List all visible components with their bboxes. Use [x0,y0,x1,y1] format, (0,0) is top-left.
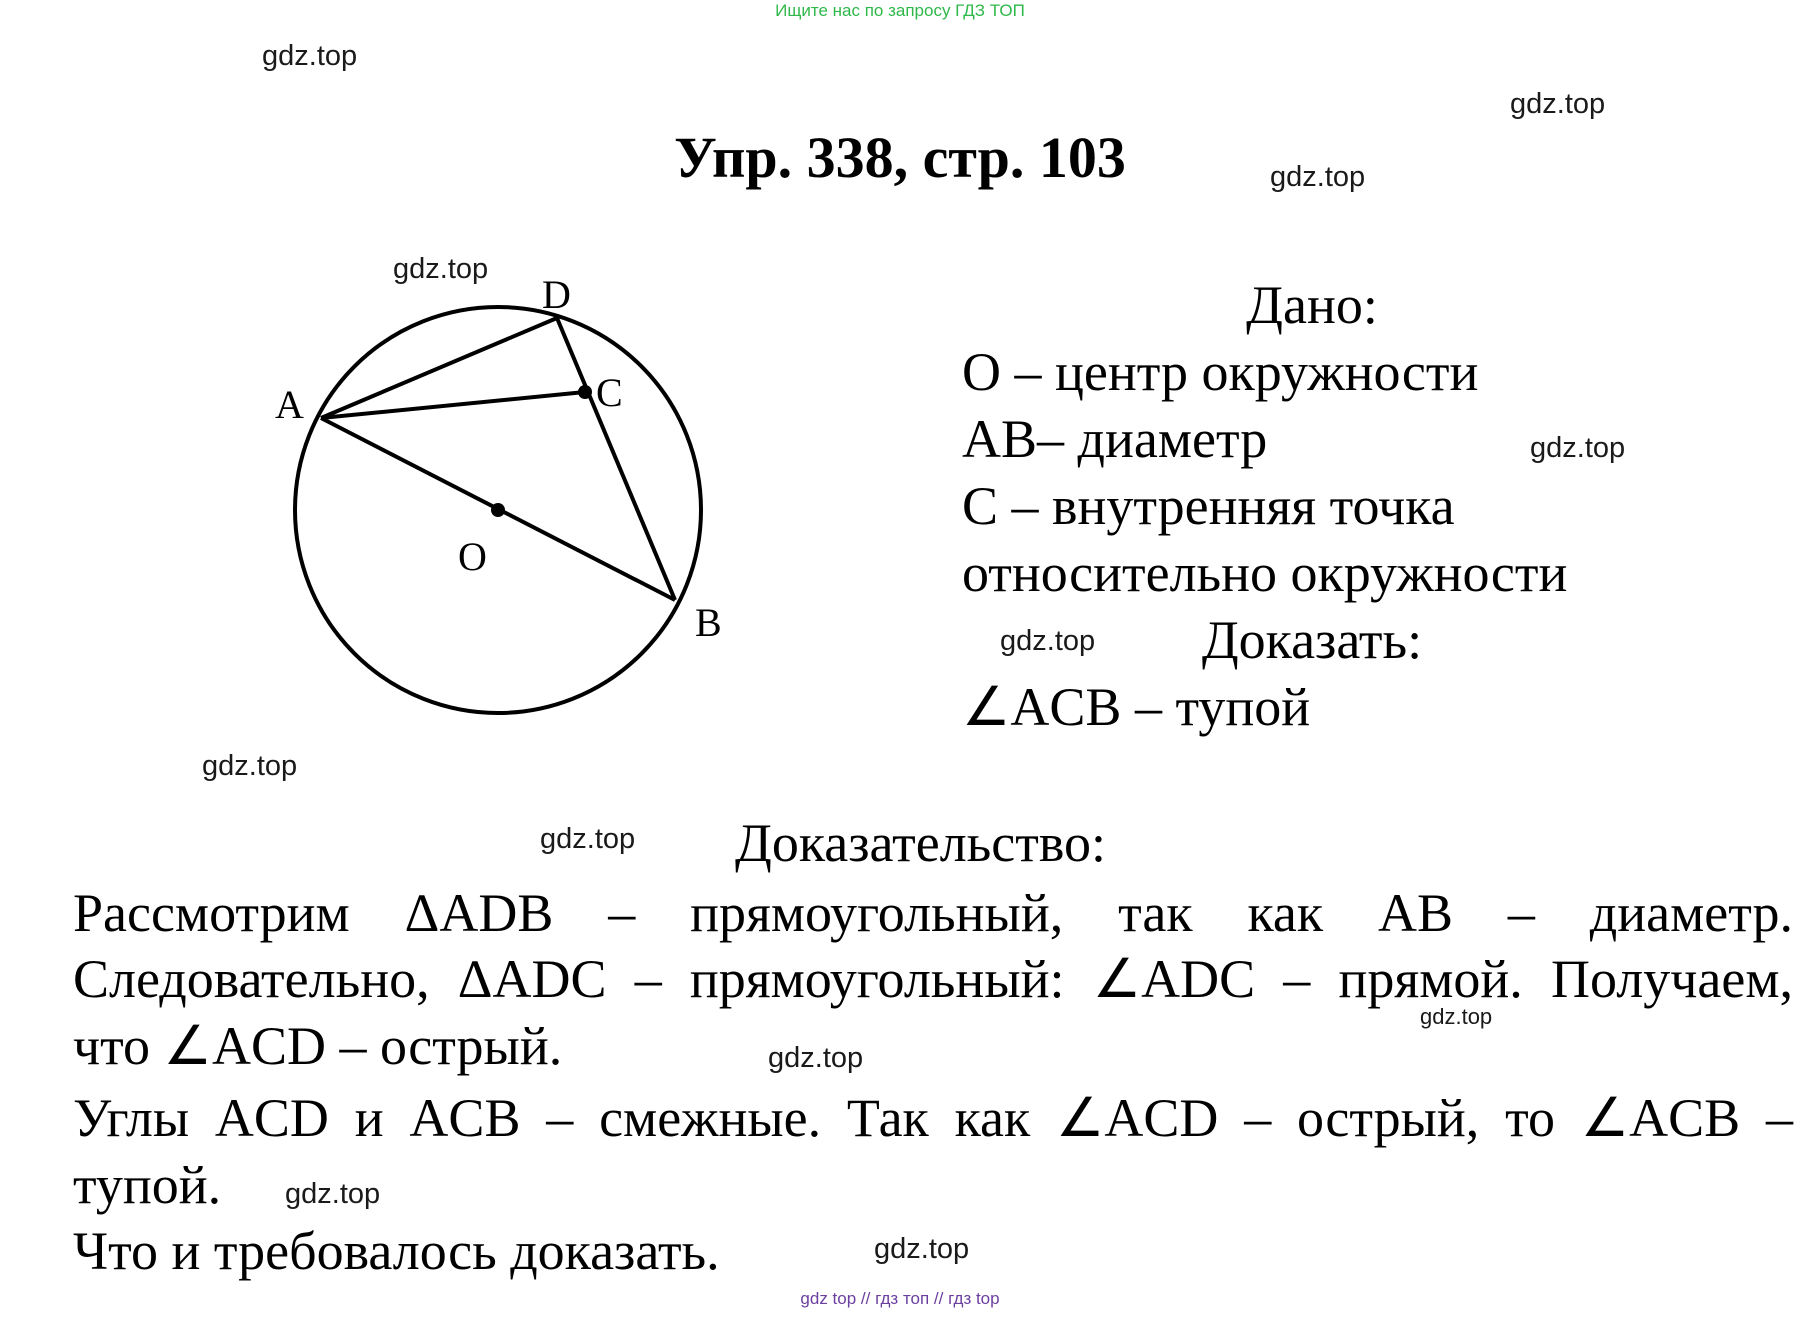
watermark: gdz.top [768,1042,864,1074]
given-line: O – центр окружности [962,342,1479,402]
proof-heading: Доказательство: [735,813,1106,873]
watermark: gdz.top [202,750,298,782]
proof-line: Углы ACD и ACB – смежные. Так как ∠ACD – острый, то ∠ACB – [73,1088,1793,1148]
segment-AD [321,318,557,418]
segment-DB [557,318,675,600]
given-line: AB– диаметр [962,409,1268,469]
bottom-banner: gdz top // гдз топ // гдз top [800,1289,1000,1308]
watermark: gdz.top [1510,88,1606,120]
proof-line: что ∠ACD – острый. [73,1016,563,1076]
label-D: D [542,272,571,317]
watermark: gdz.top [262,40,358,72]
watermark: gdz.top [393,253,489,285]
point-O [491,503,505,517]
given-heading: Дано: [1246,275,1378,335]
watermark: gdz.top [1420,1004,1493,1029]
proof-line: Следовательно, ΔADC – прямоугольный: ∠ADC – прямой. Получаем, [73,949,1793,1009]
given-line: C – внутренняя точка [962,476,1455,536]
top-banner: Ищите нас по запросу ГДЗ ТОП [775,1,1025,20]
watermark: gdz.top [1530,432,1626,464]
given-line: относительно окружности [962,543,1568,603]
point-C [578,385,592,399]
circle-diagram [255,270,755,740]
watermark: gdz.top [540,823,636,855]
segment-AC [321,392,585,418]
watermark: gdz.top [874,1233,970,1265]
watermark: gdz.top [285,1178,381,1210]
watermark: gdz.top [1000,625,1096,657]
prove-statement: ∠ACB – тупой [962,677,1311,737]
page-title: Упр. 338, стр. 103 [674,125,1126,190]
label-O: O [458,534,487,579]
proof-line: тупой. [73,1155,222,1215]
proof-line: Рассмотрим ΔADB – прямоугольный, так как AB – диаметр. [73,883,1793,943]
proof-line: Что и требовалось доказать. [73,1221,720,1281]
label-A: A [275,382,304,427]
label-C: C [596,370,623,415]
watermark: gdz.top [1270,161,1366,193]
label-B: B [695,600,722,645]
prove-heading: Доказать: [1201,610,1423,670]
given-block [962,272,1662,741]
